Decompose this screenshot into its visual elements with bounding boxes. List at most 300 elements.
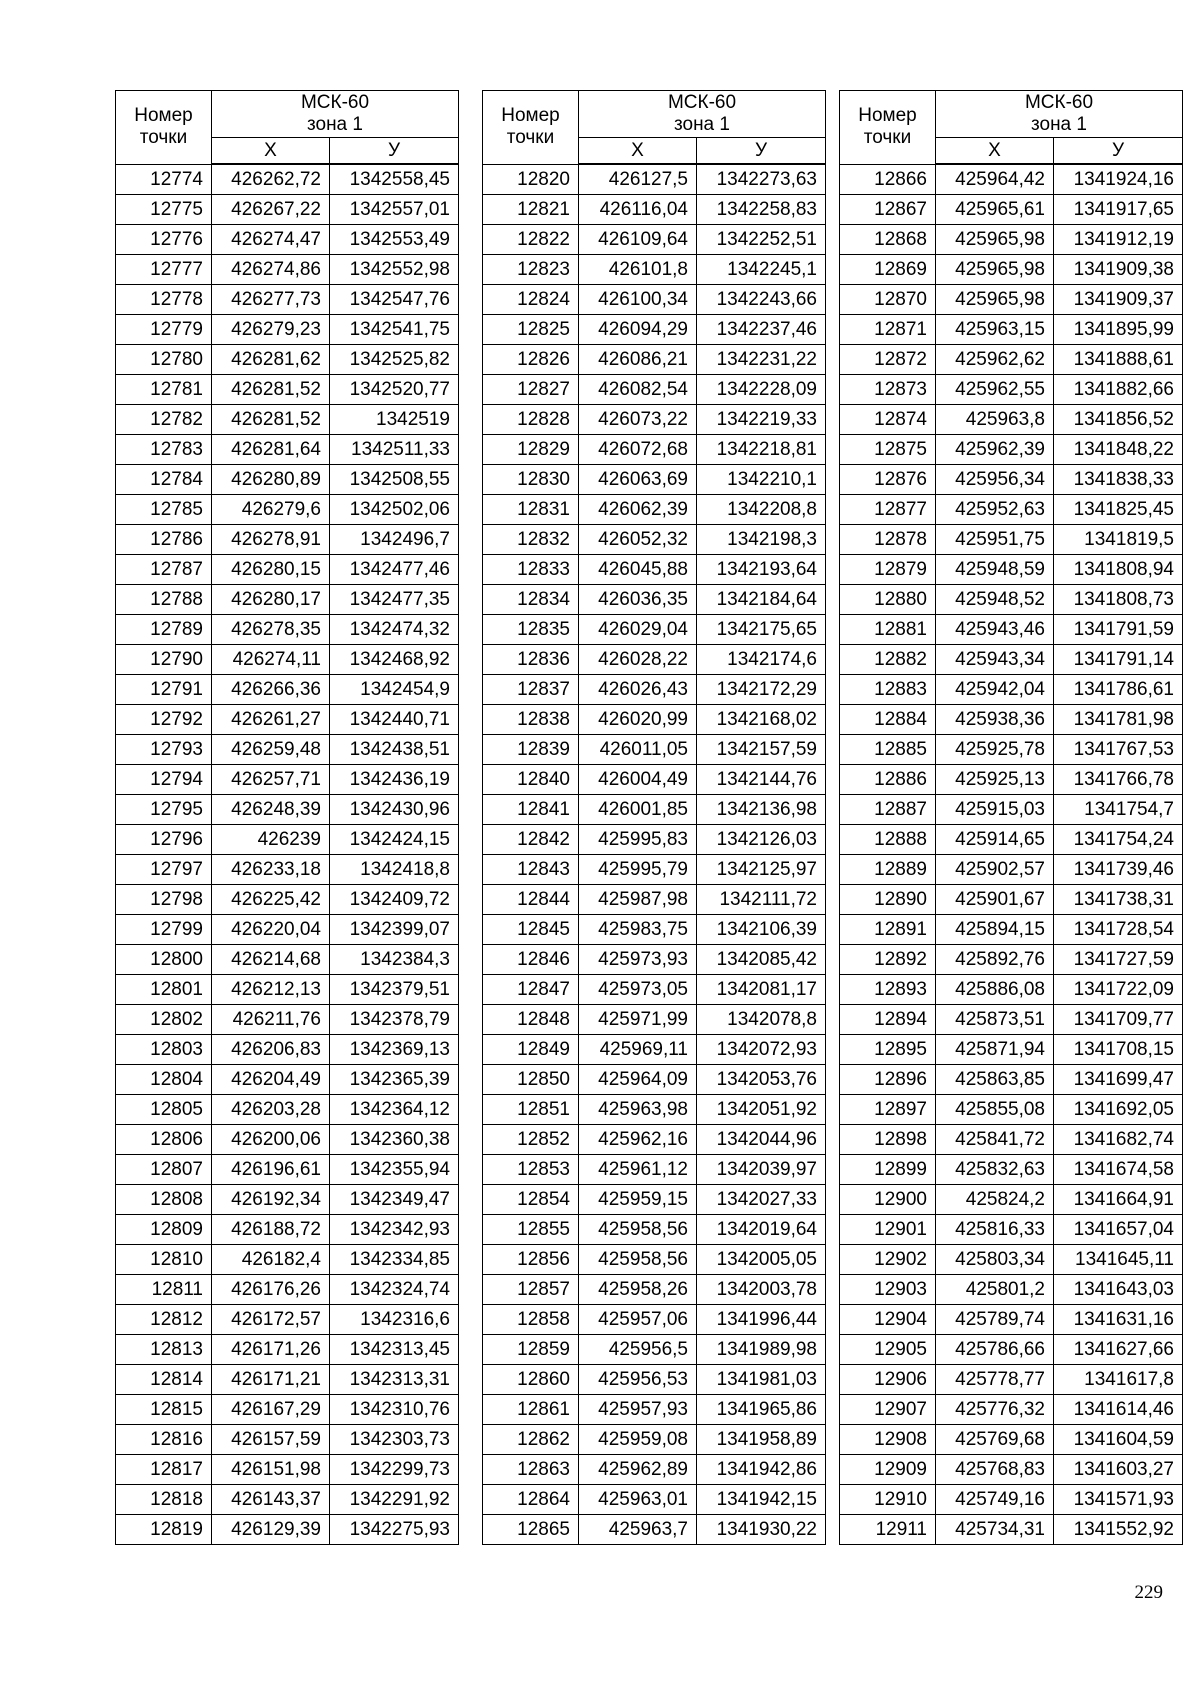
y-coordinate-cell: 1342520,77: [330, 375, 459, 405]
y-coordinate-cell: 1342511,33: [330, 435, 459, 465]
table-row: [116, 555, 459, 585]
y-coordinate-cell: 1342454,9: [330, 675, 459, 705]
x-coordinate-cell: 426279,6: [212, 495, 330, 525]
x-coordinate-cell: 426082,54: [579, 375, 697, 405]
x-coordinate-cell: 425749,16: [936, 1485, 1054, 1515]
point-number-cell: 12874: [840, 405, 936, 435]
x-coordinate-cell: 426063,69: [579, 465, 697, 495]
x-coordinate-cell: 426196,61: [212, 1155, 330, 1185]
x-coordinate-cell: 425963,01: [579, 1485, 697, 1515]
y-coordinate-cell: 1342085,42: [697, 945, 826, 975]
point-number-cell: 12819: [116, 1515, 212, 1545]
x-coordinate-cell: 425995,79: [579, 855, 697, 885]
y-coordinate-cell: 1342157,59: [697, 735, 826, 765]
table-row: [483, 585, 826, 615]
table-row: [483, 1305, 826, 1335]
table-row: [116, 585, 459, 615]
x-coordinate-cell: 426279,23: [212, 315, 330, 345]
x-coordinate-cell: 426203,28: [212, 1095, 330, 1125]
table-row: [116, 435, 459, 465]
y-coordinate-cell: 1341930,22: [697, 1515, 826, 1545]
point-number-cell: 12906: [840, 1365, 936, 1395]
y-coordinate-cell: 1342379,51: [330, 975, 459, 1005]
table-row: [483, 825, 826, 855]
y-coordinate-cell: 1341958,89: [697, 1425, 826, 1455]
table-row: [483, 285, 826, 315]
x-coordinate-cell: 425914,65: [936, 825, 1054, 855]
y-coordinate-cell: 1341692,05: [1054, 1095, 1183, 1125]
x-coordinate-cell: 426052,32: [579, 525, 697, 555]
point-number-cell: 12882: [840, 645, 936, 675]
table-row: [840, 345, 1183, 375]
coordinates-table-3: [839, 90, 1183, 1545]
point-number-cell: 12898: [840, 1125, 936, 1155]
table-row: [483, 375, 826, 405]
point-number-cell: 12828: [483, 405, 579, 435]
point-number-cell: 12817: [116, 1455, 212, 1485]
x-coordinate-cell: 425901,67: [936, 885, 1054, 915]
point-number-cell: 12834: [483, 585, 579, 615]
table-row: [483, 915, 826, 945]
x-coordinate-cell: 426266,36: [212, 675, 330, 705]
x-coordinate-cell: 426176,26: [212, 1275, 330, 1305]
x-coordinate-cell: 426261,27: [212, 705, 330, 735]
point-number-cell: 12802: [116, 1005, 212, 1035]
y-coordinate-cell: 1341754,7: [1054, 795, 1183, 825]
x-coordinate-cell: 426171,26: [212, 1335, 330, 1365]
x-coordinate-cell: 426129,39: [212, 1515, 330, 1545]
point-number-cell: 12780: [116, 345, 212, 375]
point-number-cell: 12825: [483, 315, 579, 345]
table-row: [840, 795, 1183, 825]
table-row: [116, 765, 459, 795]
point-number-cell: 12908: [840, 1425, 936, 1455]
table-row: [840, 855, 1183, 885]
x-coordinate-cell: 425803,34: [936, 1245, 1054, 1275]
x-coordinate-cell: 425925,13: [936, 765, 1054, 795]
point-number-cell: 12861: [483, 1395, 579, 1425]
point-number-cell: 12897: [840, 1095, 936, 1125]
x-coordinate-cell: 425963,7: [579, 1515, 697, 1545]
table-row: [483, 1185, 826, 1215]
table-row: [483, 975, 826, 1005]
x-coordinate-cell: 426029,04: [579, 615, 697, 645]
y-coordinate-cell: 1341754,24: [1054, 825, 1183, 855]
y-coordinate-cell: 1342136,98: [697, 795, 826, 825]
x-coordinate-cell: 426188,72: [212, 1215, 330, 1245]
point-number-cell: 12899: [840, 1155, 936, 1185]
point-number-cell: 12794: [116, 765, 212, 795]
y-coordinate-cell: 1342168,02: [697, 705, 826, 735]
y-coordinate-cell: 1342053,76: [697, 1065, 826, 1095]
y-coordinate-cell: 1341848,22: [1054, 435, 1183, 465]
y-coordinate-cell: 1341664,91: [1054, 1185, 1183, 1215]
x-coordinate-cell: 425873,51: [936, 1005, 1054, 1035]
x-coordinate-cell: 426281,52: [212, 375, 330, 405]
point-number-cell: 12789: [116, 615, 212, 645]
header-x: Х: [212, 138, 330, 165]
point-number-cell: 12907: [840, 1395, 936, 1425]
table-row: [840, 1395, 1183, 1425]
table-row: [483, 315, 826, 345]
y-coordinate-cell: 1342252,51: [697, 225, 826, 255]
y-coordinate-cell: 1341825,45: [1054, 495, 1183, 525]
x-coordinate-cell: 425956,5: [579, 1335, 697, 1365]
point-number-cell: 12893: [840, 975, 936, 1005]
table-row: [840, 375, 1183, 405]
y-coordinate-cell: 1342273,63: [697, 164, 826, 195]
x-coordinate-cell: 426225,42: [212, 885, 330, 915]
point-number-cell: 12804: [116, 1065, 212, 1095]
x-coordinate-cell: 426172,57: [212, 1305, 330, 1335]
point-number-cell: 12810: [116, 1245, 212, 1275]
table-row: [840, 465, 1183, 495]
table-row: [840, 705, 1183, 735]
table-row: [116, 375, 459, 405]
table-row: [116, 225, 459, 255]
table-row: [116, 945, 459, 975]
header-y: У: [1054, 138, 1183, 165]
point-number-cell: 12868: [840, 225, 936, 255]
y-coordinate-cell: 1342424,15: [330, 825, 459, 855]
point-number-cell: 12900: [840, 1185, 936, 1215]
y-coordinate-cell: 1342039,97: [697, 1155, 826, 1185]
x-coordinate-cell: 426200,06: [212, 1125, 330, 1155]
point-number-cell: 12850: [483, 1065, 579, 1095]
table-row: [116, 1245, 459, 1275]
point-number-cell: 12781: [116, 375, 212, 405]
table-row: [483, 495, 826, 525]
header-x: Х: [936, 138, 1054, 165]
y-coordinate-cell: 1342303,73: [330, 1425, 459, 1455]
x-coordinate-cell: 426001,85: [579, 795, 697, 825]
table-row: [840, 675, 1183, 705]
point-number-cell: 12813: [116, 1335, 212, 1365]
y-coordinate-cell: 1341808,94: [1054, 555, 1183, 585]
table-row: [840, 915, 1183, 945]
y-coordinate-cell: 1342291,92: [330, 1485, 459, 1515]
x-coordinate-cell: 425963,8: [936, 405, 1054, 435]
x-coordinate-cell: 426277,73: [212, 285, 330, 315]
y-coordinate-cell: 1342384,3: [330, 945, 459, 975]
table-row: [483, 1275, 826, 1305]
table-row: [483, 615, 826, 645]
x-coordinate-cell: 425816,33: [936, 1215, 1054, 1245]
table-row: [116, 495, 459, 525]
point-number-cell: 12859: [483, 1335, 579, 1365]
table-row: [840, 525, 1183, 555]
point-number-cell: 12792: [116, 705, 212, 735]
y-coordinate-cell: 1342355,94: [330, 1155, 459, 1185]
x-coordinate-cell: 426278,35: [212, 615, 330, 645]
x-coordinate-cell: 425962,55: [936, 375, 1054, 405]
point-number-cell: 12838: [483, 705, 579, 735]
y-coordinate-cell: 1341674,58: [1054, 1155, 1183, 1185]
table-row: [483, 1245, 826, 1275]
point-number-cell: 12822: [483, 225, 579, 255]
point-number-cell: 12788: [116, 585, 212, 615]
x-coordinate-cell: 426004,49: [579, 765, 697, 795]
header-y: У: [697, 138, 826, 165]
y-coordinate-cell: 1341767,53: [1054, 735, 1183, 765]
page-number: 229: [1134, 1582, 1163, 1603]
table-row: [116, 1185, 459, 1215]
table-row: [116, 1425, 459, 1455]
table-row: [483, 345, 826, 375]
table-row: [116, 1305, 459, 1335]
x-coordinate-cell: 425962,16: [579, 1125, 697, 1155]
table-row: [116, 1455, 459, 1485]
point-number-cell: 12886: [840, 765, 936, 795]
y-coordinate-cell: 1341631,16: [1054, 1305, 1183, 1335]
table-row: [483, 855, 826, 885]
x-coordinate-cell: 425983,75: [579, 915, 697, 945]
table-row: [840, 1245, 1183, 1275]
point-number-cell: 12774: [116, 164, 212, 195]
point-number-cell: 12836: [483, 645, 579, 675]
point-number-cell: 12849: [483, 1035, 579, 1065]
table-row: [116, 975, 459, 1005]
point-number-cell: 12904: [840, 1305, 936, 1335]
x-coordinate-cell: 426204,49: [212, 1065, 330, 1095]
y-coordinate-cell: 1342299,73: [330, 1455, 459, 1485]
x-coordinate-cell: 426101,8: [579, 255, 697, 285]
table-row: [116, 855, 459, 885]
x-coordinate-cell: 426211,76: [212, 1005, 330, 1035]
table-row: [840, 975, 1183, 1005]
point-number-cell: 12872: [840, 345, 936, 375]
point-number-cell: 12883: [840, 675, 936, 705]
point-number-cell: 12910: [840, 1485, 936, 1515]
y-coordinate-cell: 1341989,98: [697, 1335, 826, 1365]
table-row: [116, 825, 459, 855]
table-row: [483, 164, 826, 195]
table-row: [840, 735, 1183, 765]
y-coordinate-cell: 1342245,1: [697, 255, 826, 285]
header-coordinate-system: МСК-60 зона 1: [936, 91, 1183, 138]
table-row: [483, 1095, 826, 1125]
point-number-cell: 12799: [116, 915, 212, 945]
point-number-cell: 12779: [116, 315, 212, 345]
table-row: [483, 225, 826, 255]
table-row: [840, 405, 1183, 435]
point-number-cell: 12892: [840, 945, 936, 975]
table-row: [483, 1335, 826, 1365]
y-coordinate-cell: 1341808,73: [1054, 585, 1183, 615]
point-number-cell: 12854: [483, 1185, 579, 1215]
y-coordinate-cell: 1341728,54: [1054, 915, 1183, 945]
point-number-cell: 12820: [483, 164, 579, 195]
point-number-cell: 12801: [116, 975, 212, 1005]
table-row: [840, 495, 1183, 525]
y-coordinate-cell: 1342525,82: [330, 345, 459, 375]
table-row: [483, 465, 826, 495]
table-row: [840, 1305, 1183, 1335]
table-row: [483, 1455, 826, 1485]
y-coordinate-cell: 1341856,52: [1054, 405, 1183, 435]
header-coordinate-system: МСК-60 зона 1: [579, 91, 826, 138]
coordinates-table-2: [482, 90, 826, 1545]
y-coordinate-cell: 1342258,83: [697, 195, 826, 225]
point-number-cell: 12823: [483, 255, 579, 285]
table-row: [840, 1335, 1183, 1365]
point-number-cell: 12827: [483, 375, 579, 405]
point-number-cell: 12905: [840, 1335, 936, 1365]
y-coordinate-cell: 1342436,19: [330, 765, 459, 795]
table-row: [840, 1065, 1183, 1095]
x-coordinate-cell: 426259,48: [212, 735, 330, 765]
x-coordinate-cell: 426206,83: [212, 1035, 330, 1065]
y-coordinate-cell: 1342125,97: [697, 855, 826, 885]
x-coordinate-cell: 425962,39: [936, 435, 1054, 465]
y-coordinate-cell: 1341924,16: [1054, 164, 1183, 195]
y-coordinate-cell: 1342349,47: [330, 1185, 459, 1215]
point-number-cell: 12797: [116, 855, 212, 885]
y-coordinate-cell: 1342219,33: [697, 405, 826, 435]
point-number-cell: 12860: [483, 1365, 579, 1395]
table-row: [116, 705, 459, 735]
y-coordinate-cell: 1342174,6: [697, 645, 826, 675]
x-coordinate-cell: 425789,74: [936, 1305, 1054, 1335]
table-row: [116, 1335, 459, 1365]
table-row: [840, 1035, 1183, 1065]
point-number-cell: 12879: [840, 555, 936, 585]
x-coordinate-cell: 425957,93: [579, 1395, 697, 1425]
point-number-cell: 12867: [840, 195, 936, 225]
x-coordinate-cell: 426214,68: [212, 945, 330, 975]
table-row: [840, 555, 1183, 585]
y-coordinate-cell: 1342502,06: [330, 495, 459, 525]
point-number-cell: 12903: [840, 1275, 936, 1305]
point-number-cell: 12786: [116, 525, 212, 555]
x-coordinate-cell: 426072,68: [579, 435, 697, 465]
table-row: [840, 1155, 1183, 1185]
point-number-cell: 12877: [840, 495, 936, 525]
x-coordinate-cell: 425902,57: [936, 855, 1054, 885]
y-coordinate-cell: 1341617,8: [1054, 1365, 1183, 1395]
table-row: [840, 1185, 1183, 1215]
y-coordinate-cell: 1342369,13: [330, 1035, 459, 1065]
x-coordinate-cell: 425973,93: [579, 945, 697, 975]
y-coordinate-cell: 1342072,93: [697, 1035, 826, 1065]
point-number-cell: 12815: [116, 1395, 212, 1425]
table-row: [840, 825, 1183, 855]
table-row: [483, 645, 826, 675]
y-coordinate-cell: 1342237,46: [697, 315, 826, 345]
x-coordinate-cell: 425956,53: [579, 1365, 697, 1395]
y-coordinate-cell: 1342547,76: [330, 285, 459, 315]
table-row: [483, 1035, 826, 1065]
y-coordinate-cell: 1342364,12: [330, 1095, 459, 1125]
y-coordinate-cell: 1342172,29: [697, 675, 826, 705]
table-row: [483, 1215, 826, 1245]
x-coordinate-cell: 426116,04: [579, 195, 697, 225]
x-coordinate-cell: 425962,89: [579, 1455, 697, 1485]
table-row: [483, 1155, 826, 1185]
y-coordinate-cell: 1342477,35: [330, 585, 459, 615]
point-number-cell: 12889: [840, 855, 936, 885]
point-number-cell: 12777: [116, 255, 212, 285]
y-coordinate-cell: 1342106,39: [697, 915, 826, 945]
table-row: [483, 1395, 826, 1425]
y-coordinate-cell: 1341909,37: [1054, 285, 1183, 315]
x-coordinate-cell: 426100,34: [579, 285, 697, 315]
y-coordinate-cell: 1341614,46: [1054, 1395, 1183, 1425]
x-coordinate-cell: 425969,11: [579, 1035, 697, 1065]
y-coordinate-cell: 1342310,76: [330, 1395, 459, 1425]
point-number-cell: 12845: [483, 915, 579, 945]
point-number-cell: 12782: [116, 405, 212, 435]
y-coordinate-cell: 1342552,98: [330, 255, 459, 285]
x-coordinate-cell: 425987,98: [579, 885, 697, 915]
x-coordinate-cell: 426281,52: [212, 405, 330, 435]
y-coordinate-cell: 1342324,74: [330, 1275, 459, 1305]
table-row: [483, 525, 826, 555]
table-row: [116, 164, 459, 195]
table-row: [483, 1485, 826, 1515]
table-row: [483, 735, 826, 765]
table-row: [116, 315, 459, 345]
point-number-cell: 12808: [116, 1185, 212, 1215]
table-row: [483, 555, 826, 585]
x-coordinate-cell: 425894,15: [936, 915, 1054, 945]
x-coordinate-cell: 426281,62: [212, 345, 330, 375]
x-coordinate-cell: 425778,77: [936, 1365, 1054, 1395]
x-coordinate-cell: 425841,72: [936, 1125, 1054, 1155]
point-number-cell: 12839: [483, 735, 579, 765]
y-coordinate-cell: 1342378,79: [330, 1005, 459, 1035]
point-number-cell: 12888: [840, 825, 936, 855]
table-row: [840, 615, 1183, 645]
x-coordinate-cell: 426109,64: [579, 225, 697, 255]
y-coordinate-cell: 1342430,96: [330, 795, 459, 825]
point-number-cell: 12842: [483, 825, 579, 855]
table-row: [483, 945, 826, 975]
x-coordinate-cell: 425915,03: [936, 795, 1054, 825]
point-number-cell: 12865: [483, 1515, 579, 1545]
table-row: [840, 1125, 1183, 1155]
y-coordinate-cell: 1341604,59: [1054, 1425, 1183, 1455]
y-coordinate-cell: 1342005,05: [697, 1245, 826, 1275]
y-coordinate-cell: 1341781,98: [1054, 705, 1183, 735]
point-number-cell: 12878: [840, 525, 936, 555]
table-row: [116, 525, 459, 555]
table-row: [116, 465, 459, 495]
x-coordinate-cell: 425786,66: [936, 1335, 1054, 1365]
x-coordinate-cell: 426094,29: [579, 315, 697, 345]
x-coordinate-cell: 426262,72: [212, 164, 330, 195]
x-coordinate-cell: 425958,56: [579, 1215, 697, 1245]
point-number-cell: 12853: [483, 1155, 579, 1185]
y-coordinate-cell: 1342144,76: [697, 765, 826, 795]
point-number-cell: 12793: [116, 735, 212, 765]
point-number-cell: 12798: [116, 885, 212, 915]
y-coordinate-cell: 1342184,64: [697, 585, 826, 615]
y-coordinate-cell: 1341708,15: [1054, 1035, 1183, 1065]
y-coordinate-cell: 1341942,86: [697, 1455, 826, 1485]
point-number-cell: 12901: [840, 1215, 936, 1245]
table-row: [483, 1125, 826, 1155]
y-coordinate-cell: 1341699,47: [1054, 1065, 1183, 1095]
table-row: [840, 1455, 1183, 1485]
x-coordinate-cell: 426151,98: [212, 1455, 330, 1485]
x-coordinate-cell: 425965,98: [936, 255, 1054, 285]
point-number-cell: 12843: [483, 855, 579, 885]
x-coordinate-cell: 425965,98: [936, 285, 1054, 315]
table-row: [840, 285, 1183, 315]
x-coordinate-cell: 425948,52: [936, 585, 1054, 615]
point-number-cell: 12863: [483, 1455, 579, 1485]
